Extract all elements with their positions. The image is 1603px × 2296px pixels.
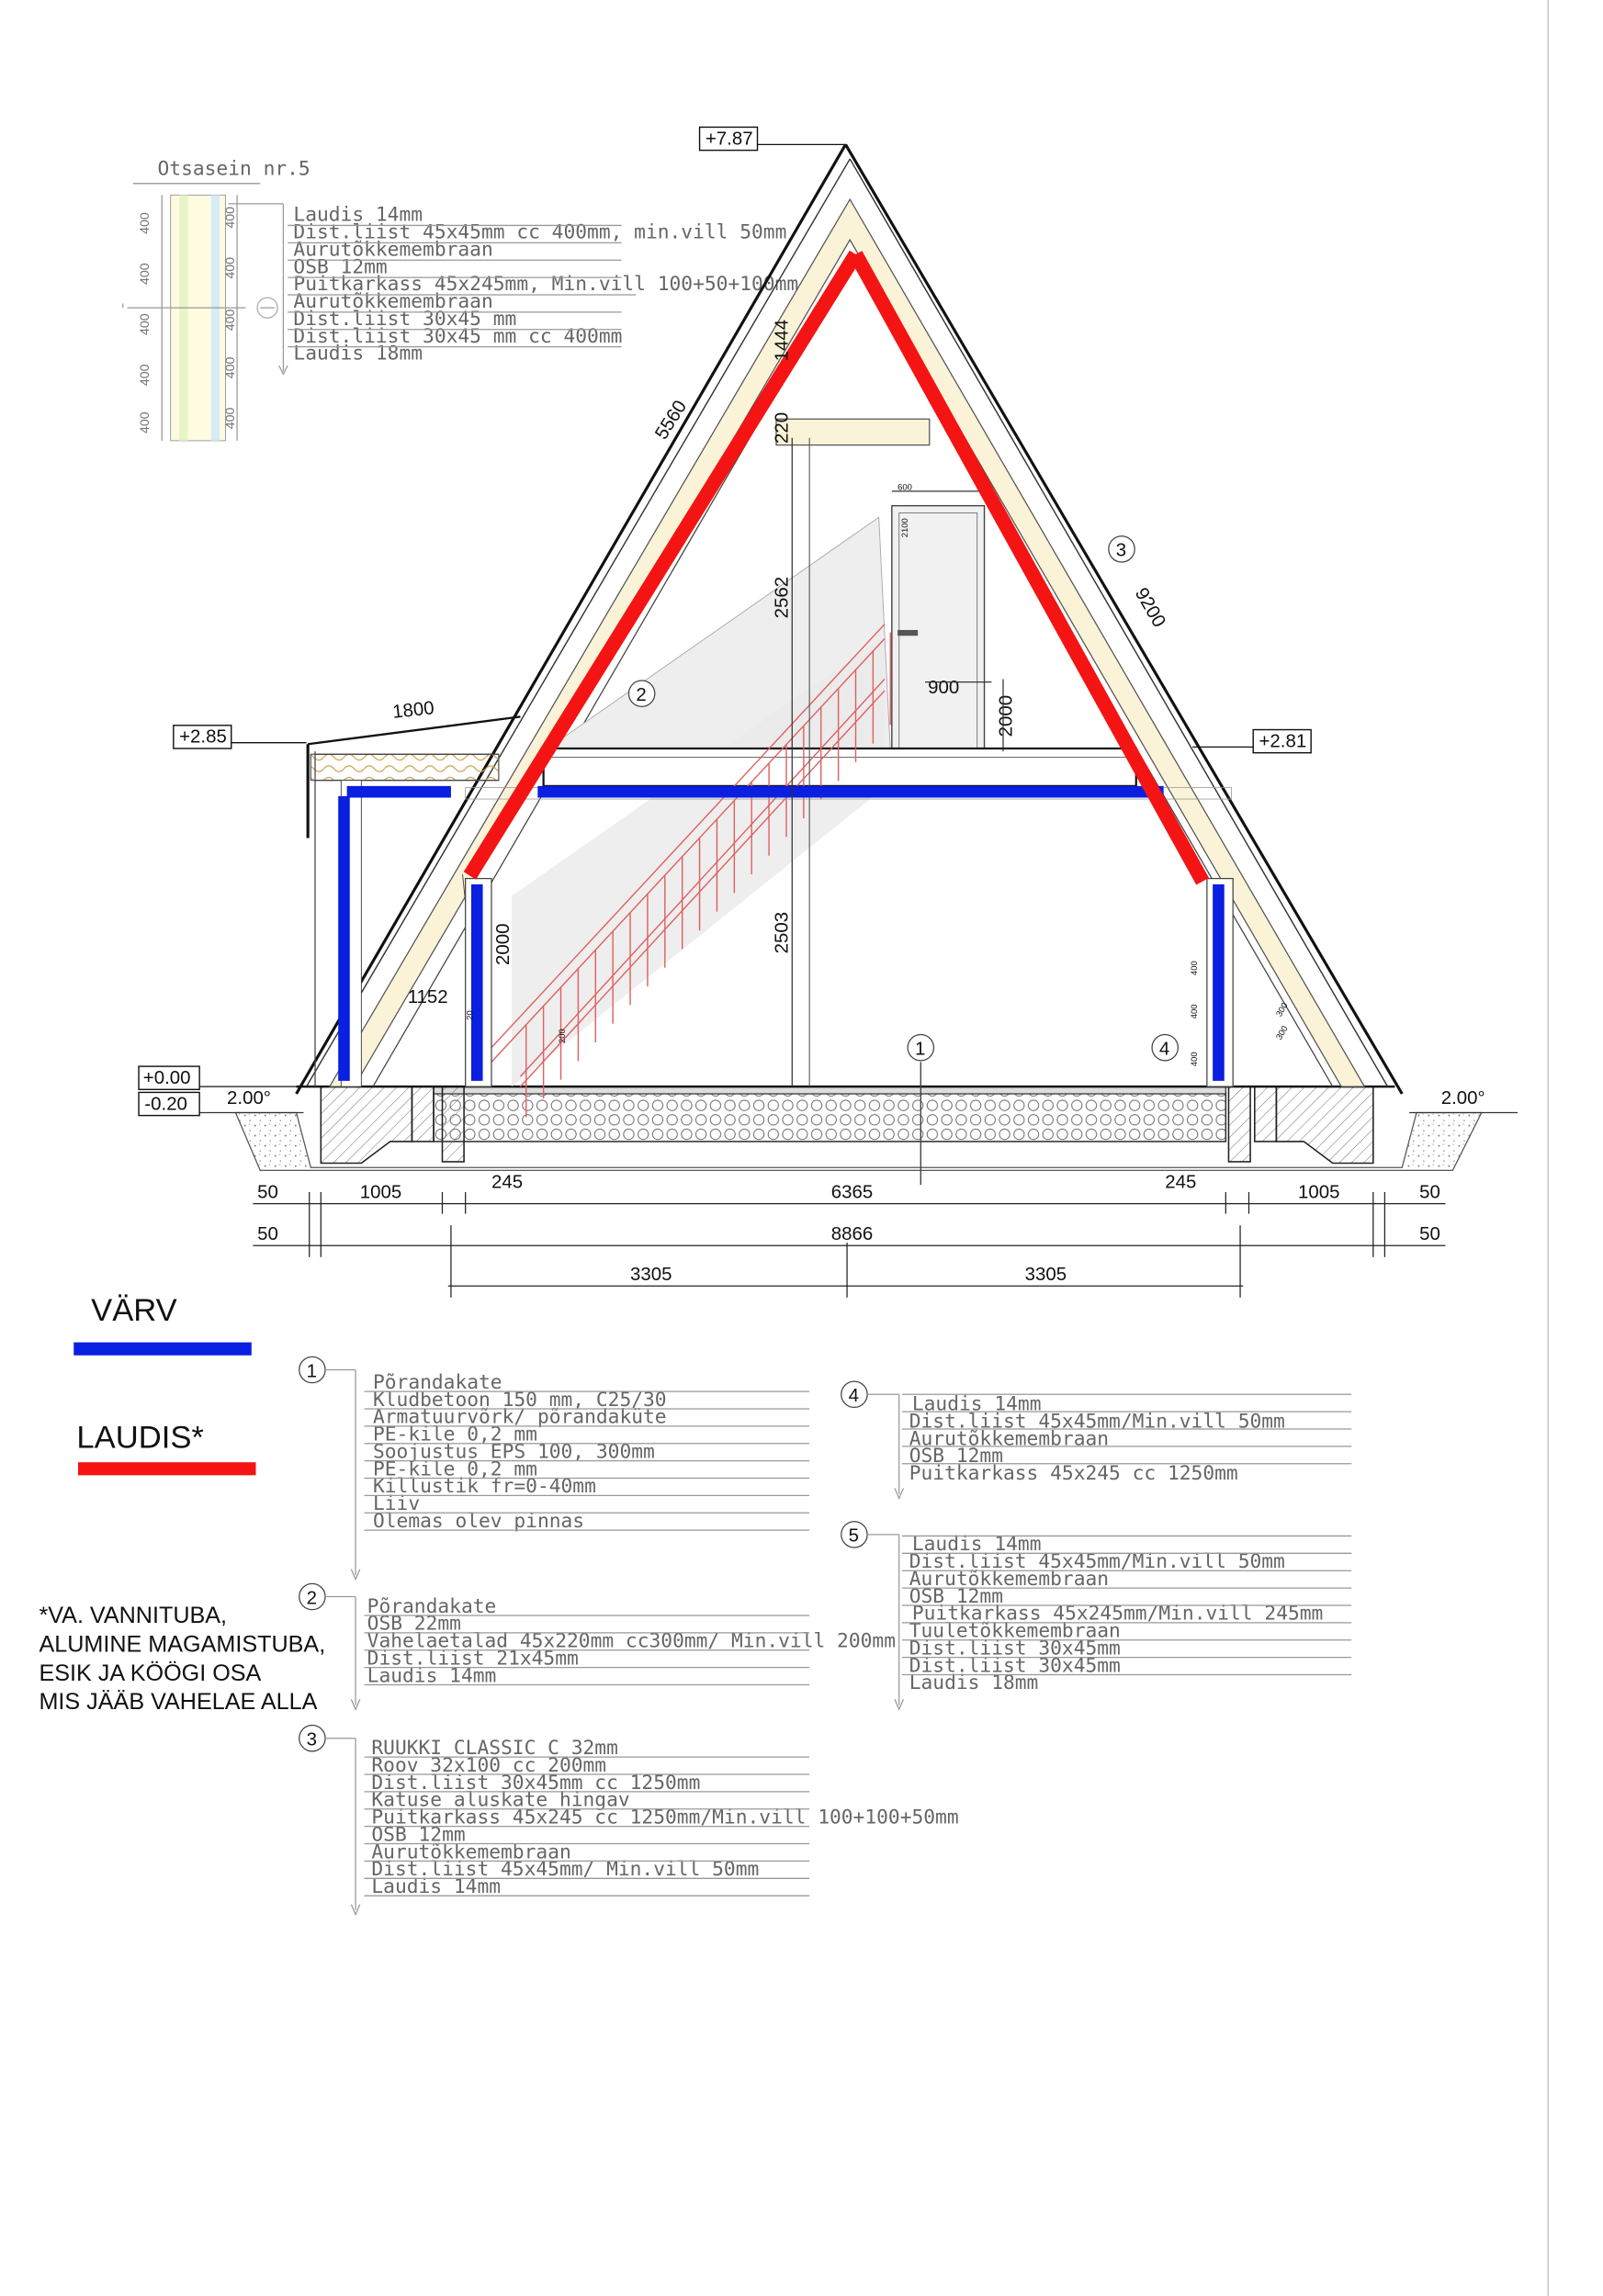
spacing-label: 400 <box>138 212 153 234</box>
spacing-label: 400 <box>138 313 153 336</box>
spec-block-4 <box>841 1381 1285 1498</box>
spec-block-1 <box>299 1356 667 1579</box>
dim-label: 600 <box>897 482 912 493</box>
legend-note-line: ALUMINE MAGAMISTUBA, <box>39 1631 326 1658</box>
dim-chain: 50 <box>1419 1222 1440 1244</box>
spec-line: Dist.liist 21x45mm <box>367 1647 579 1671</box>
foundation-left <box>321 1086 412 1163</box>
level-top: +7.87 <box>705 128 753 150</box>
dim-label: 1152 <box>407 985 448 1007</box>
spec-block-3 <box>299 1726 959 1915</box>
dim-label: 300 <box>1274 1000 1291 1019</box>
attic-floor <box>544 748 1136 786</box>
spec-block-5 <box>841 1522 1324 1710</box>
dim-label: 220 <box>771 411 793 445</box>
spec-line: Kludbetoon 150 mm, C25/30 <box>372 1388 667 1412</box>
spec-line: Soojustus EPS 100, 300mm <box>372 1440 655 1464</box>
legend-paint-swatch <box>73 1343 252 1356</box>
wall-layer: Dist.liist 30x45 mm cc 400mm <box>293 324 623 348</box>
insulation-slab <box>434 1092 1225 1141</box>
dim-chain: 245 <box>1165 1171 1197 1193</box>
wall-detail-title: Otsasein nr.5 <box>157 157 310 181</box>
dim-label: 2000 <box>491 923 514 965</box>
dim-label: 5560 <box>650 396 692 444</box>
dim-label: 400 <box>1189 961 1200 975</box>
dim-chain: 50 <box>1419 1181 1440 1203</box>
spec-number: 4 <box>848 1385 860 1407</box>
dim-chain: 3305 <box>1024 1263 1067 1285</box>
spec-line: Roov 32x100 cc 200mm <box>371 1753 607 1777</box>
spec-line: Dist.liist 45x45mm/Min.vill 50mm <box>909 1550 1285 1574</box>
spec-line: Olemas olev pinnas <box>372 1509 585 1533</box>
legend-note-line: ESIK JA KÖÖGI OSA <box>39 1660 262 1686</box>
legend-note-line: MIS JÄÄB VAHELAE ALLA <box>39 1689 318 1716</box>
wall-layer: Dist.liist 45x45mm cc 400mm, min.vill 50mm <box>293 220 787 244</box>
legend-paint-label: VÄRV <box>91 1293 177 1329</box>
spacing-label: 400 <box>138 364 153 387</box>
wall-layer: Puitkarkass 45x245mm, Min.vill 100+50+100mm <box>293 273 799 297</box>
spacing-label: 400 <box>138 411 153 433</box>
spec-line: OSB 12mm <box>909 1584 1004 1608</box>
dim-label: 400 <box>1189 1004 1200 1019</box>
level-right-eave: +2.81 <box>1259 730 1307 752</box>
spec-line: Dist.liist 45x45mm/ Min.vill 50mm <box>371 1858 760 1882</box>
dim-label: 1800 <box>391 697 435 723</box>
wall-layer: Laudis 18mm <box>293 342 423 366</box>
spec-line: Laudis 14mm <box>911 1392 1042 1416</box>
spacing-label: 400 <box>222 356 238 379</box>
wall-layer: Aurutõkkemembraan <box>293 290 493 314</box>
foundation-right <box>1276 1086 1372 1163</box>
dim-chain: 50 <box>257 1181 278 1203</box>
dim-chain: 6365 <box>830 1181 874 1203</box>
wall-layer: Laudis 14mm <box>293 203 423 227</box>
spec-number: 2 <box>306 1587 317 1609</box>
spacing-label: 400 <box>222 309 238 332</box>
legend-boards-swatch <box>78 1462 256 1475</box>
spec-line: Aurutõkkemembraan <box>909 1427 1110 1451</box>
dimension-chains <box>253 1171 1445 1298</box>
marker-2: 2 <box>636 684 647 706</box>
spec-line: OSB 12mm <box>371 1823 466 1847</box>
dim-chain: 8866 <box>830 1222 874 1244</box>
dim-label: 1444 <box>771 319 793 362</box>
spec-line: Armatuurvõrk/ põrandaküte <box>372 1405 667 1429</box>
spec-line: Killustik fr=0-40mm <box>372 1475 596 1499</box>
spec-line: Tuuletõkkemembraan <box>909 1619 1121 1643</box>
spec-line: Põrandakate <box>367 1594 497 1618</box>
spacing-label: 400 <box>138 263 153 285</box>
spec-line: Vahelaetalad 45x220mm cc300mm/ Min.vill 200mm <box>367 1629 896 1653</box>
dim-label: 200 <box>558 1029 569 1043</box>
level-floor: +0.00 <box>142 1066 191 1088</box>
spacing-label: 400 <box>222 206 238 229</box>
wall-layer: OSB 12mm <box>293 255 388 279</box>
spec-line: Dist.liist 30x45mm <box>909 1637 1121 1660</box>
dim-label: 2000 <box>995 694 1017 737</box>
dim-chain: 1005 <box>1297 1181 1340 1203</box>
spec-line: Dist.liist 30x45mm <box>909 1654 1121 1678</box>
spec-line: Dist.liist 30x45mm cc 1250mm <box>371 1771 701 1795</box>
dim-label: 300 <box>1274 1024 1291 1042</box>
spec-line: Aurutõkkemembraan <box>909 1567 1110 1591</box>
marker-1: 1 <box>915 1038 926 1060</box>
spec-line: Laudis 18mm <box>909 1671 1039 1695</box>
legend-boards-label: LAUDIS* <box>76 1420 204 1456</box>
dim-label: 9200 <box>1130 584 1170 631</box>
dim-label: 400 <box>1189 1052 1200 1067</box>
level-ground: -0.20 <box>144 1093 187 1115</box>
slope-left: 2.00° <box>227 1087 271 1109</box>
dim-label: 2100 <box>900 518 911 538</box>
spacing-label: 400 <box>222 257 238 279</box>
dim-label: 20 <box>465 1010 476 1020</box>
legend <box>39 1293 325 1715</box>
spec-number: 5 <box>848 1525 860 1547</box>
wall-layer: Dist.liist 30x45 mm <box>293 307 517 331</box>
spec-number: 1 <box>306 1360 317 1382</box>
spec-line: Puitkarkass 45x245 cc 1250mm/Min.vill 100+100+50mm <box>371 1806 959 1829</box>
spec-line: Laudis 14mm <box>911 1533 1042 1557</box>
spec-line: Puitkarkass 45x245 cc 1250mm <box>909 1462 1238 1486</box>
spec-line: Katuse aluskate hingav <box>371 1788 630 1812</box>
dim-chain: 3305 <box>630 1263 672 1285</box>
dim-label: 2503 <box>771 911 793 954</box>
spec-line: Aurutõkkemembraan <box>371 1840 571 1864</box>
spec-line: PE-kile 0,2 mm <box>372 1423 537 1446</box>
wall-detail <box>123 157 798 440</box>
dim-chain: 1005 <box>359 1181 402 1203</box>
wall-layer: Aurutõkkemembraan <box>293 238 493 262</box>
spec-line: PE-kile 0,2 mm <box>372 1458 537 1481</box>
legend-note-line: *VA. VANNITUBA, <box>39 1602 228 1628</box>
spec-line: Põrandakate <box>372 1370 502 1394</box>
spec-line: RUUKKI CLASSIC C 32mm <box>371 1737 618 1761</box>
spec-number: 3 <box>306 1728 317 1750</box>
spec-line: Liiv <box>372 1492 421 1516</box>
marker-3: 3 <box>1115 539 1127 561</box>
dim-label: 900 <box>928 677 960 699</box>
spec-line: OSB 12mm <box>909 1445 1004 1469</box>
slope-right: 2.00° <box>1440 1087 1485 1109</box>
spec-line: Dist.liist 45x45mm/Min.vill 50mm <box>909 1410 1285 1434</box>
dim-chain: 50 <box>257 1222 278 1244</box>
spec-block-2 <box>299 1583 896 1709</box>
spec-line: OSB 22mm <box>367 1612 461 1636</box>
level-left-eave: +2.85 <box>179 726 227 748</box>
spec-line: Laudis 14mm <box>367 1664 497 1688</box>
dim-chain: 245 <box>491 1171 524 1193</box>
spec-line: Laudis 14mm <box>371 1875 502 1899</box>
spacing-label: 400 <box>222 407 238 430</box>
marker-4: 4 <box>1158 1038 1170 1060</box>
dim-label: 2562 <box>771 576 793 619</box>
spec-line: Puitkarkass 45x245mm/Min.vill 245mm <box>911 1602 1324 1626</box>
